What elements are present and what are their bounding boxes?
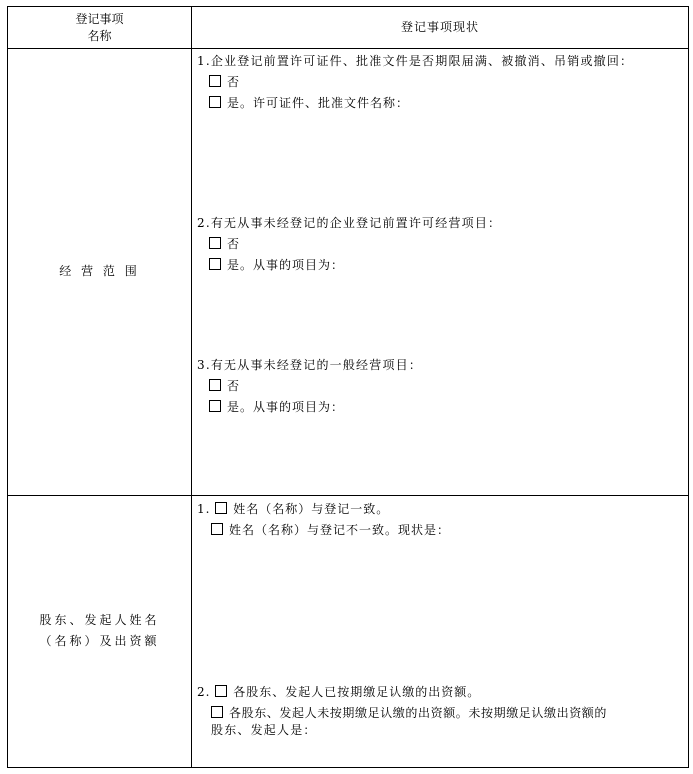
scope-q1-option-no-label: 否 xyxy=(227,75,241,90)
checkbox-icon[interactable] xyxy=(209,75,221,87)
shareholders-q2-option-b-label: 各股东、发起人未按期缴足认缴的出资额。未按期缴足认缴出资额的 xyxy=(229,705,608,720)
shareholders-question-1 xyxy=(197,501,682,539)
shareholders-q1-option-a[interactable] xyxy=(197,501,682,518)
shareholders-q1-option-b-label: 姓名（名称）与登记不一致。现状是： xyxy=(229,522,451,537)
shareholders-q2-option-a-label: 各股东、发起人已按期缴足认缴的出资额。 xyxy=(233,684,481,699)
shareholders-label-line2: （名称）及出资额 xyxy=(39,634,160,649)
business-scope-label: 经 营 范 围 xyxy=(8,49,192,496)
header-item-name-line2: 名称 xyxy=(87,28,112,43)
header-item-status: 登记事项现状 xyxy=(192,7,689,49)
checkbox-icon[interactable] xyxy=(209,237,221,249)
shareholders-status xyxy=(192,495,689,767)
shareholders-q2-option-b-continued: 股东、发起人是： xyxy=(211,722,317,737)
business-scope-status xyxy=(192,49,689,496)
scope-question-2-text: 2.有无从事未经登记的企业登记前置许可经营项目： xyxy=(197,216,502,231)
table-header-row xyxy=(8,7,689,49)
table-row-business-scope xyxy=(8,49,689,496)
scope-q1-option-no[interactable] xyxy=(197,74,682,91)
checkbox-icon[interactable] xyxy=(209,96,221,108)
checkbox-icon[interactable] xyxy=(211,523,223,535)
scope-q1-option-yes[interactable] xyxy=(197,95,682,112)
checkbox-icon[interactable] xyxy=(209,379,221,391)
shareholders-q1-option-a-label: 姓名（名称）与登记一致。 xyxy=(233,501,390,516)
scope-q3-option-yes[interactable] xyxy=(197,399,682,416)
scope-q3-option-yes-label: 是。从事的项目为： xyxy=(227,400,345,415)
checkbox-icon[interactable] xyxy=(215,685,227,697)
scope-q2-option-yes-label: 是。从事的项目为： xyxy=(227,258,345,273)
shareholders-label-line1: 股东、发起人姓名 xyxy=(39,613,160,628)
scope-question-3-text: 3.有无从事未经登记的一般经营项目： xyxy=(197,358,423,373)
checkbox-icon[interactable] xyxy=(215,502,227,514)
table-row-shareholders xyxy=(8,495,689,767)
scope-question-2 xyxy=(197,215,682,274)
header-item-name xyxy=(8,7,192,49)
shareholders-q2-option-b[interactable] xyxy=(197,705,682,722)
registration-status-table xyxy=(7,6,689,768)
shareholders-q1-number: 1. xyxy=(197,501,211,516)
checkbox-icon[interactable] xyxy=(209,400,221,412)
shareholders-question-2 xyxy=(197,684,682,739)
shareholders-q1-option-b[interactable] xyxy=(197,522,682,539)
scope-q2-option-no[interactable] xyxy=(197,236,682,253)
checkbox-icon[interactable] xyxy=(211,706,223,718)
scope-question-1-text: 1.企业登记前置许可证件、批准文件是否期限届满、被撤消、吊销或撤回： xyxy=(197,54,634,69)
checkbox-icon[interactable] xyxy=(209,258,221,270)
header-item-name-line1: 登记事项 xyxy=(75,11,124,26)
scope-q3-option-no[interactable] xyxy=(197,378,682,395)
scope-q3-option-no-label: 否 xyxy=(227,379,241,394)
scope-q2-option-yes[interactable] xyxy=(197,257,682,274)
scope-q2-option-no-label: 否 xyxy=(227,237,241,252)
shareholders-label xyxy=(8,495,192,767)
shareholders-q2-number: 2. xyxy=(197,684,211,699)
scope-question-3 xyxy=(197,357,682,416)
scope-question-1 xyxy=(197,53,682,112)
scope-q1-option-yes-label: 是。许可证件、批准文件名称： xyxy=(227,96,410,111)
shareholders-q2-option-a[interactable] xyxy=(197,684,682,701)
